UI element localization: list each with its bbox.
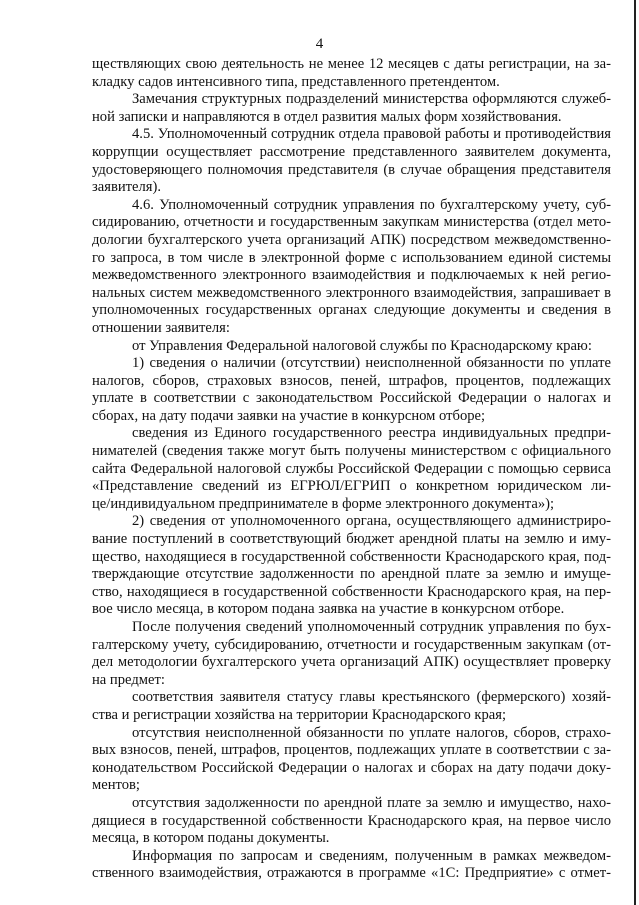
text-line: соответствия заявителя статусу главы крестьянского (фермерского) хозяй- bbox=[132, 689, 611, 706]
text-line: После получения сведений уполномоченный сотрудник управления по бух- bbox=[132, 619, 611, 635]
text-line: Информация по запросам и сведениям, полученным в рамках межведом- bbox=[132, 847, 611, 864]
text-line: 2) сведения от уполномоченного органа, осуществляющего администриро- bbox=[132, 513, 611, 530]
text-line: нальных систем межведомственного электронного взаимодействия, запрашивает в bbox=[92, 284, 611, 301]
text-line: уплате в соответствии с законодательством Российской Федерации о налогах и bbox=[92, 390, 611, 407]
text-line: вание поступлений в соответствующий бюджет арендной платы на землю и иму- bbox=[92, 531, 611, 548]
text-line: налогов, сборов, страховых взносов, пеней, штрафов, процентов, подлежащих bbox=[92, 372, 611, 389]
text-line: удостоверяющего полномочия представителя (в случае обращения представителя bbox=[92, 161, 611, 178]
text-line: сайта Федеральной налоговой службы Российской Федерации с помощью сервиса bbox=[92, 460, 611, 477]
text-line: 1) сведения о наличии (отсутствии) неисполненной обязанности по уплате bbox=[132, 355, 611, 372]
text-line: сидированию, отчетности и государственным закупкам министерства (отдел мето- bbox=[92, 214, 611, 231]
document-body bbox=[92, 56, 611, 883]
text-line: сведения из Единого государственного реестра индивидуальных предпри- bbox=[132, 425, 611, 442]
text-line: ства и регистрации хозяйства на территории Краснодарского края; bbox=[92, 706, 507, 723]
text-line: ной записки и направляются в отдел развития малых форм хозяйствования. bbox=[92, 108, 562, 125]
text-line: 4.6. Уполномоченный сотрудник управления по бухгалтерскому учету, суб- bbox=[132, 196, 611, 213]
text-line: «Представление сведений из ЕГРЮЛ/ЕГРИП о конкретном юридическом ли- bbox=[92, 478, 611, 495]
text-line: кладку садов интенсивного типа, представленного претендентом. bbox=[92, 73, 500, 90]
text-line: галтерскому учету, субсидированию, отчетности и государственным закупкам (от- bbox=[92, 636, 611, 653]
text-line: щество, находящиеся в государственной собственности Краснодарского края, под- bbox=[92, 548, 611, 565]
page-number: 4 bbox=[315, 36, 324, 52]
text-line: заявителя). bbox=[92, 179, 162, 196]
text-line: ство, находящиеся в государственной собственности Краснодарского края, на пер- bbox=[92, 583, 611, 600]
text-line: ментов; bbox=[92, 777, 140, 794]
text-line: ществляющих свою деятельность не менее 12 месяцев с даты регистрации, на за- bbox=[92, 56, 611, 72]
page-edge-line bbox=[634, 0, 636, 905]
text-line: вых взносов, пеней, штрафов, процентов, подлежащих уплате в соответствии с за- bbox=[92, 742, 611, 759]
text-line: от Управления Федеральной налоговой службы по Краснодарскому краю: bbox=[132, 337, 592, 354]
text-line: це/индивидуальном предпринимателе в форме электронного документа»); bbox=[92, 495, 555, 512]
text-line: тверждающие отсутствие задолженности по арендной плате за землю и имуще- bbox=[92, 566, 611, 583]
text-line: на предмет: bbox=[92, 671, 165, 688]
text-line: отсутствия задолженности по арендной плате за землю и имущество, нахо- bbox=[132, 794, 611, 811]
text-line: Замечания структурных подразделений министерства оформляются служеб- bbox=[132, 91, 611, 108]
text-line: ственного взаимодействия, отражаются в программе «1С: Предприятие» с отмет- bbox=[92, 865, 611, 882]
text-line: дел методологии бухгалтерского учета организаций АПК) осуществляет проверку bbox=[92, 654, 611, 671]
text-line: коррупции осуществляет рассмотрение представленного заявителем документа, bbox=[92, 143, 611, 160]
text-line: отсутствия неисполненной обязанности по уплате налогов, сборов, страхо- bbox=[132, 724, 611, 741]
text-line: 4.5. Уполномоченный сотрудник отдела правовой работы и противодействия bbox=[132, 126, 611, 143]
text-line: месяца, в котором поданы документы. bbox=[92, 830, 330, 847]
text-line: уполномоченных государственных органах следующие документы и сведения в bbox=[92, 302, 611, 319]
text-line: вое число месяца, в котором подана заявка на участие в конкурсном отборе. bbox=[92, 601, 565, 618]
text-line: отношении заявителя: bbox=[92, 319, 230, 336]
text-line: сборах, на дату подачи заявки на участие в конкурсном отборе; bbox=[92, 407, 486, 424]
text-line: конодательством Российской Федерации о налогах и сборах на дату подачи доку- bbox=[92, 759, 611, 776]
text-line: го запроса, в том числе в электронной форме с использованием единой системы bbox=[92, 249, 611, 266]
text-line: межведомственного электронного взаимодействия и подключаемых к ней регио- bbox=[92, 267, 611, 284]
text-line: дящиеся в государственной собственности Краснодарского края, на первое число bbox=[92, 812, 611, 829]
text-line: нимателей (сведения также могут быть получены министерством с официального bbox=[92, 443, 611, 460]
text-line: дологии бухгалтерского учета организаций АПК) посредством межведомственно- bbox=[92, 231, 611, 248]
